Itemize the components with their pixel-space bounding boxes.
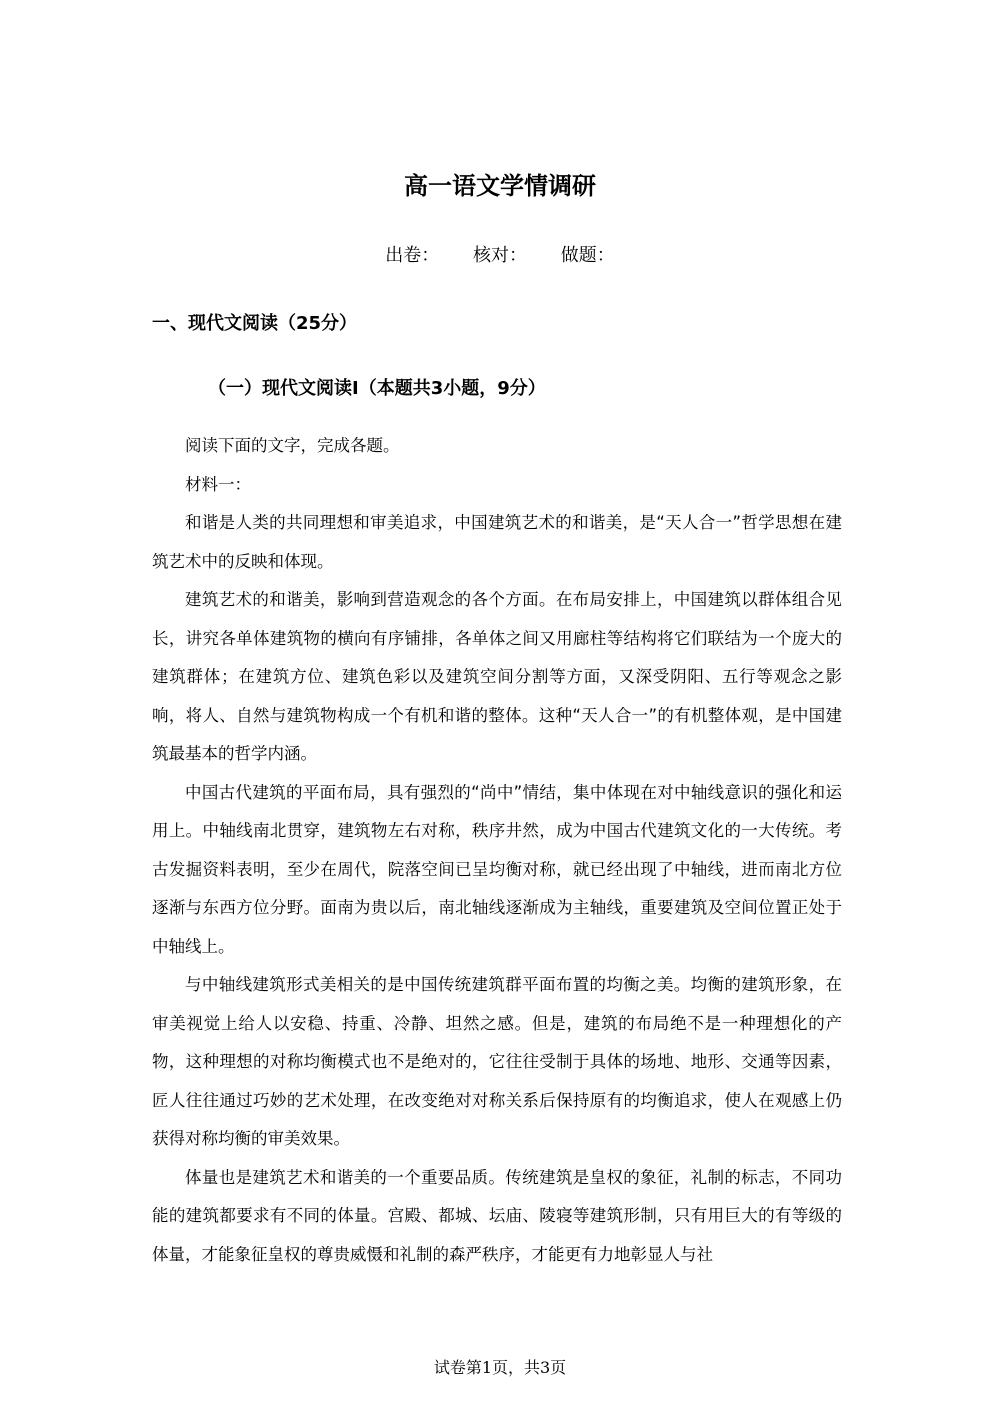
page-title: 高一语文学情调研 [404,172,596,200]
sub-heading: （一）现代文阅读I（本题共3小题，9分） [208,378,546,399]
passage-paragraph: 建筑艺术的和谐美，影响到营造观念的各个方面。在布局安排上，中国建筑以群体组合见长，讲究各单体建筑物的横向有序铺排，各单体之间又用廊柱等结构将它们联结为一个庞大的建筑群体；在建筑方位、建筑色彩以及建筑空间分割等方面，又深受阴阳、五行等观念之影响，将人、自然与建筑物构成一个有机和谐的整体。这种“天人合一”的有机整体观，是中国建筑最基本的哲学内涵。 [152,590,842,763]
passage-paragraph: 与中轴线建筑形式美相关的是中国传统建筑群平面布置的均衡之美。均衡的建筑形象，在审美视觉上给人以安稳、持重、冷静、坦然之感。但是，建筑的布局绝不是一种理想化的产物，这种理想的对称均衡模式也不是绝对的，它往往受制于具体的场地、地形、交通等因素，匠人往往通过巧妙的艺术处理，在改变绝对对称关系后保持原有的均衡追求，使人在观感上仍获得对称均衡的审美效果。 [152,975,842,1148]
section-heading: 一、现代文阅读（25分） [152,313,358,334]
meta-checker: 核对： [473,245,527,266]
passage-paragraph: 体量也是建筑艺术和谐美的一个重要品质。传统建筑是皇权的象征，礼制的标志，不同功能的建筑都要求有不同的体量。宫殿、都城、坛庙、陵寝等建筑形制，只有用巨大的有等级的体量，才能象征皇权的尊贵威慑和礼制的森严秩序，才能更有力地彰显人与社 [152,1167,842,1264]
instruction-paragraph: 阅读下面的文字，完成各题。 [185,436,400,455]
material-label: 材料一： [185,474,251,494]
page-footer: 试卷第1页，共3页 [433,1358,567,1377]
passage-paragraph: 和谐是人类的共同理想和审美追求，中国建筑艺术的和谐美，是“天人合一”哲学思想在建筑艺术中的反映和体现。 [152,513,842,571]
reading-passage [152,427,842,1274]
exam-meta [0,240,1000,272]
passage-paragraph: 中国古代建筑的平面布局，具有强烈的“尚中”情结，集中体现在对中轴线意识的强化和运用上。中轴线南北贯穿，建筑物左右对称，秩序井然，成为中国古代建筑文化的一大传统。考古发掘资料表明，至少在周代，院落空间已呈均衡对称，就已经出现了中轴线，进而南北方位逐渐与东西方位分野。面南为贵以后，南北轴线逐渐成为主轴线，重要建筑及空间位置正处于中轴线上。 [152,782,842,956]
meta-solver: 做题： [560,245,615,266]
meta-setter: 出卷： [385,245,440,266]
